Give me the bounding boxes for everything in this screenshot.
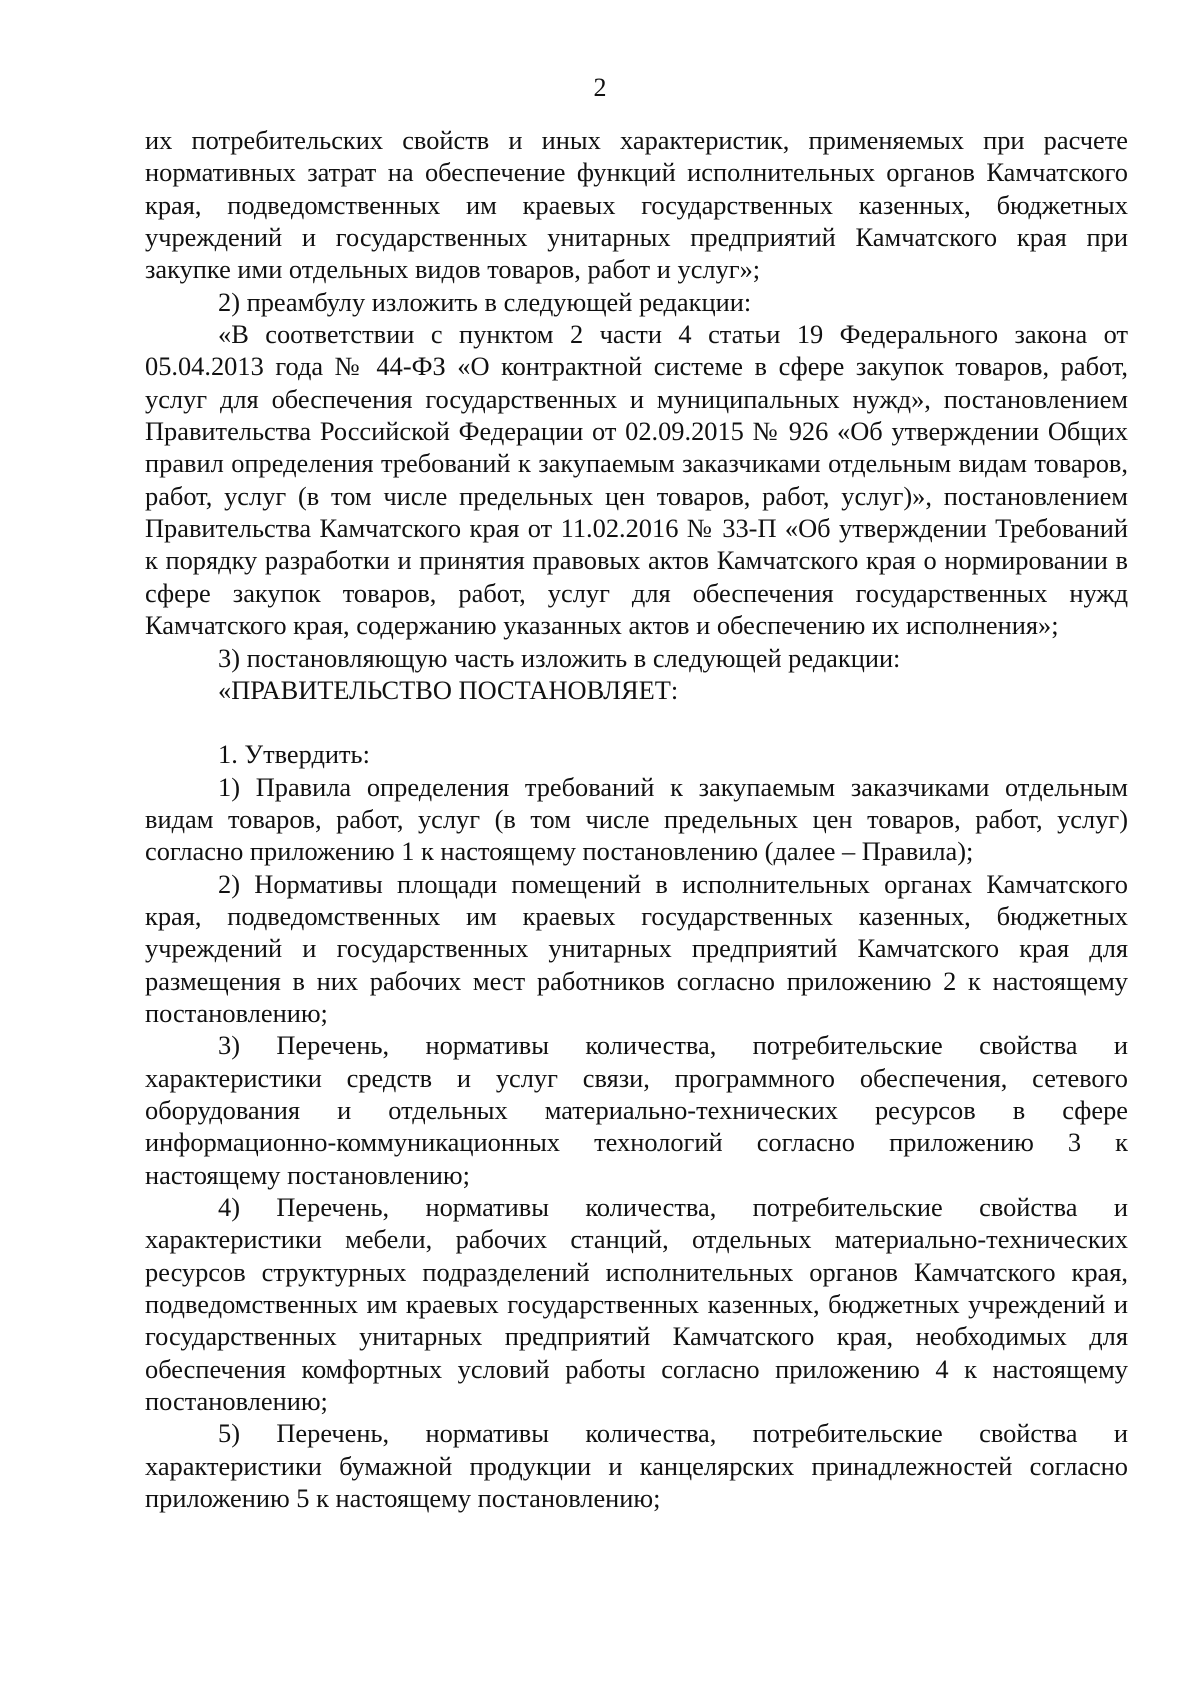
paragraph-subitem-5: 5) Перечень, нормативы количества, потребительские свойства и характеристики бумажной продукции и канцелярских принадлежностей согласно приложению 5 к настоящему постановлению; [145, 1418, 1128, 1514]
paragraph-subitem-4: 4) Перечень, нормативы количества, потребительские свойства и характеристики мебели, рабочих станций, отдельных материально-технических ресурсов структурных подразделений исполнительных органов Камчатского края, подведомственных им краевых государственных казенных, бюджетных учреждений и государственных унитарных предприятий Камчатского края, необходимых для обеспечения комфортных условий работы согласно приложению 4 к настоящему постановлению; [145, 1192, 1128, 1417]
paragraph-preamble: «В соответствии с пунктом 2 части 4 статьи 19 Федерального закона от 05.04.2013 года № 44-ФЗ «О контрактной системе в сфере закупок товаров, работ, услуг для обеспечения государственных и муниципальных нужд», постановлением Правительства Российской Федерации от 02.09.2015 № 926 «Об утверждении Общих правил определения требований к закупаемым заказчиками отдельным видам товаров, работ, услуг (в том числе предельных цен товаров, работ, услуг)», постановлением Правительства Камчатского края от 11.02.2016 № 33-П «Об утверждении Требований к порядку разработки и принятия правовых актов Камчатского края о нормировании в сфере закупок товаров, работ, услуг для обеспечения государственных нужд Камчатского края, содержанию указанных актов и обеспечению их исполнения»; [145, 319, 1128, 641]
paragraph-subitem-1: 1) Правила определения требований к закупаемым заказчиками отдельным видам товаров, работ, услуг (в том числе предельных цен товаров, работ, услуг) согласно приложению 1 к настоящему постановлению (далее – Правила); [145, 771, 1128, 867]
paragraph-subitem-3: 3) Перечень, нормативы количества, потребительские свойства и характеристики средств и услуг связи, программного обеспечения, сетевого оборудования и отдельных материально-технических ресурсов в сфере информационно-коммуникационных технологий согласно приложению 3 к настоящему постановлению; [145, 1030, 1128, 1190]
page-number: 2 [593, 73, 607, 102]
paragraph-item-3: 3) постановляющую часть изложить в следующей редакции: [218, 642, 901, 673]
document-body [145, 124, 1128, 1514]
paragraph-approve: 1. Утвердить: [218, 739, 370, 770]
paragraph-subitem-2: 2) Нормативы площади помещений в исполнительных органах Камчатского края, подведомственных им краевых государственных казенных, бюджетных учреждений и государственных унитарных предприятий Камчатского края для размещения в них рабочих мест работников согласно приложению 2 к настоящему постановлению; [145, 868, 1128, 1028]
paragraph-item-2: 2) преамбулу изложить в следующей редакции: [218, 286, 752, 317]
paragraph-resolution-heading: «ПРАВИТЕЛЬСТВО ПОСТАНОВЛЯЕТ: [218, 674, 679, 705]
paragraph-continuation: их потребительских свойств и иных характеристик, применяемых при расчете нормативных затрат на обеспечение функций исполнительных органов Камчатского края, подведомственных им краевых государственных казенных, бюджетных учреждений и государственных унитарных предприятий Камчатского края при закупке ими отдельных видов товаров, работ и услуг»; [145, 125, 1128, 285]
